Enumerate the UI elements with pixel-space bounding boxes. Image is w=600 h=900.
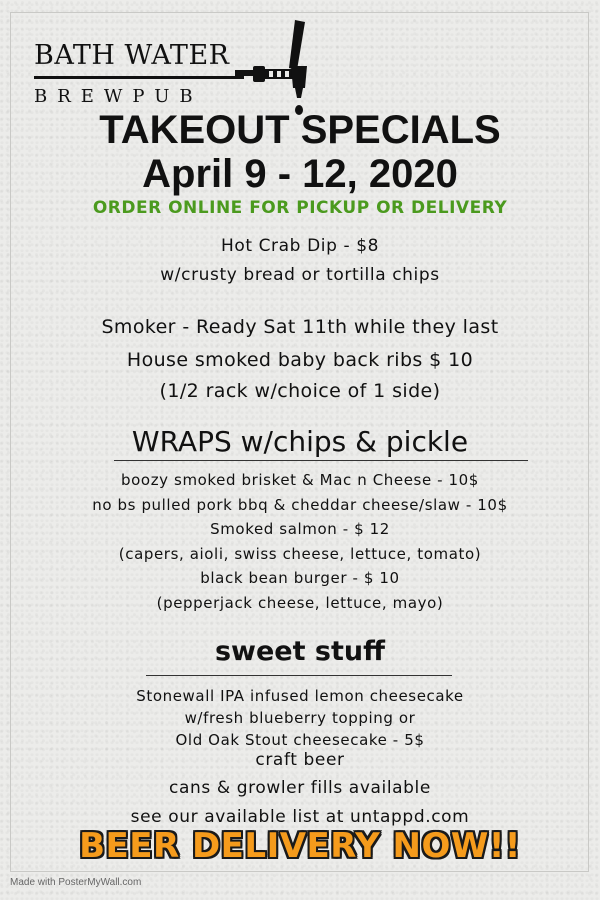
sweet-stuff-heading: sweet stuff bbox=[214, 636, 385, 667]
wrap-item: black bean burger - $ 10 bbox=[200, 569, 400, 587]
craft-beer-heading: craft beer bbox=[255, 750, 345, 770]
logo-subname: BREWPUB bbox=[34, 86, 203, 107]
sweet-divider bbox=[146, 675, 452, 676]
wrap-item: (pepperjack cheese, lettuce, mayo) bbox=[156, 594, 444, 612]
logo-rule bbox=[34, 76, 244, 79]
ribs-detail: (1/2 rack w/choice of 1 side) bbox=[159, 380, 441, 402]
smoker-heading: Smoker - Ready Sat 11th while they last bbox=[101, 316, 499, 338]
crab-dip-detail: w/crusty bread or tortilla chips bbox=[160, 265, 440, 285]
dessert-item: Old Oak Stout cheesecake - 5$ bbox=[175, 731, 425, 749]
brewpub-logo bbox=[30, 18, 330, 108]
order-online-banner: ORDER ONLINE FOR PICKUP OR DELIVERY bbox=[92, 198, 508, 218]
wrap-item: boozy smoked brisket & Mac n Cheese - 10$ bbox=[121, 471, 479, 489]
dessert-item: w/fresh blueberry topping or bbox=[184, 709, 416, 727]
wrap-item: no bs pulled pork bbq & cheddar cheese/slaw - 10$ bbox=[92, 496, 508, 514]
beer-delivery-banner: BEER DELIVERY NOW!! bbox=[79, 826, 521, 866]
footer-credit: Made with PosterMyWall.com bbox=[10, 877, 142, 888]
wrap-item: (capers, aioli, swiss cheese, lettuce, tomato) bbox=[118, 545, 482, 563]
dessert-item: Stonewall IPA infused lemon cheesecake bbox=[136, 687, 464, 705]
wraps-heading: WRAPS w/chips & pickle bbox=[131, 425, 469, 458]
untappd-line: see our available list at untappd.com bbox=[130, 807, 470, 827]
wrap-item: Smoked salmon - $ 12 bbox=[210, 520, 390, 538]
date-range: April 9 - 12, 2020 bbox=[142, 152, 458, 196]
logo-name: BATH WATER bbox=[34, 40, 230, 71]
crab-dip-item: Hot Crab Dip - $8 bbox=[220, 236, 380, 256]
ribs-item: House smoked baby back ribs $ 10 bbox=[126, 349, 474, 371]
growler-fills-line: cans & growler fills available bbox=[169, 778, 431, 798]
wraps-divider bbox=[114, 460, 528, 461]
page-title: TAKEOUT SPECIALS bbox=[99, 108, 501, 152]
